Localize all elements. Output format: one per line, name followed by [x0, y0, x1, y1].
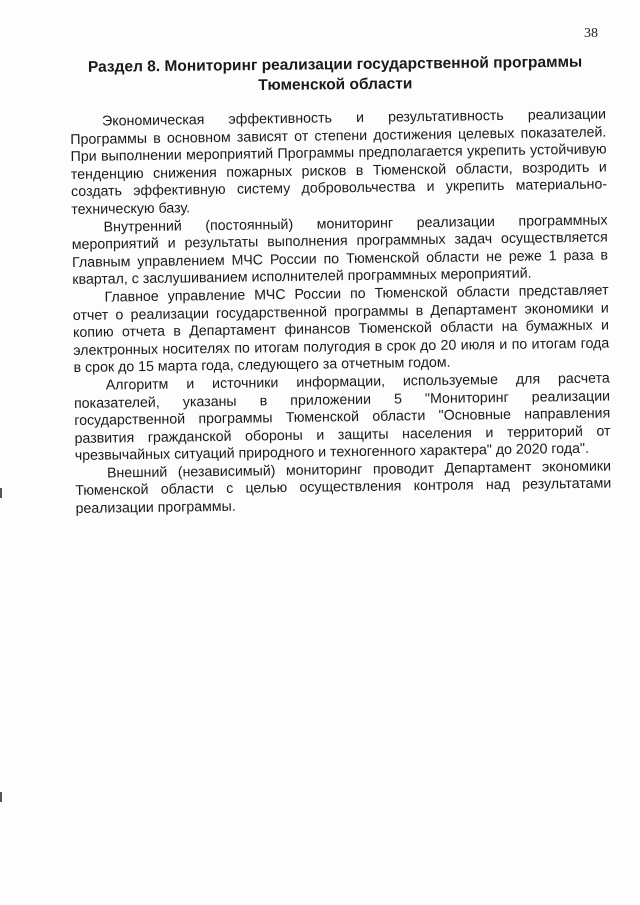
paragraph-efficiency: Экономическая эффективность и результативность реализации Программы в основном зависят от степени достижения целевых показателей. При выполнении мероприятий Программы предполагается укрепить устойчивую тенденцию снижения пожарных рисков в Тюменской области, возродить и создать эффективную систему добровольчества и укрепить материально-техническую базу.: [70, 106, 608, 218]
page-number: 38: [584, 26, 598, 41]
paragraph-internal-monitoring: Внутренний (постоянный) мониторинг реализации программных мероприятий и результаты выполнения программных задач осуществляется Главным управлением МЧС России по Тюменской области не реже 1 раза в квартал, с заслушиванием исполнителей программных мероприятий.: [71, 212, 609, 289]
section-heading: Раздел 8. Мониторинг реализации государственной программы Тюменской области: [87, 53, 583, 95]
body-text: [70, 107, 612, 519]
scan-edge-mark: [0, 488, 2, 498]
scan-edge-mark: [0, 792, 2, 802]
paragraph-reporting: Главное управление МЧС России по Тюменской области представляет отчет о реализации государственной программы в Департамент экономики и копию отчета в Департамент финансов Тюменской области на бумажных и электронных носителях по итогам полугодия в срок до 20 июля и по итогам года в срок до 15 марта года, следующего за отчетным годом.: [72, 282, 610, 377]
paragraph-algorithm: Алгоритм и источники информации, используемые для расчета показателей, указаны в приложении 5 "Мониторинг реализации государственной программы Тюменской области "Основные направления развития гражданской обороны и защиты населения и территорий от чрезвычайных ситуаций природного и техногенного характера" до 2020 года".: [73, 370, 611, 465]
paragraph-external-monitoring: Внешний (независимый) мониторинг проводит Департамент экономики Тюменской области с целью осуществления контроля над результатами реализации программы.: [75, 458, 612, 518]
